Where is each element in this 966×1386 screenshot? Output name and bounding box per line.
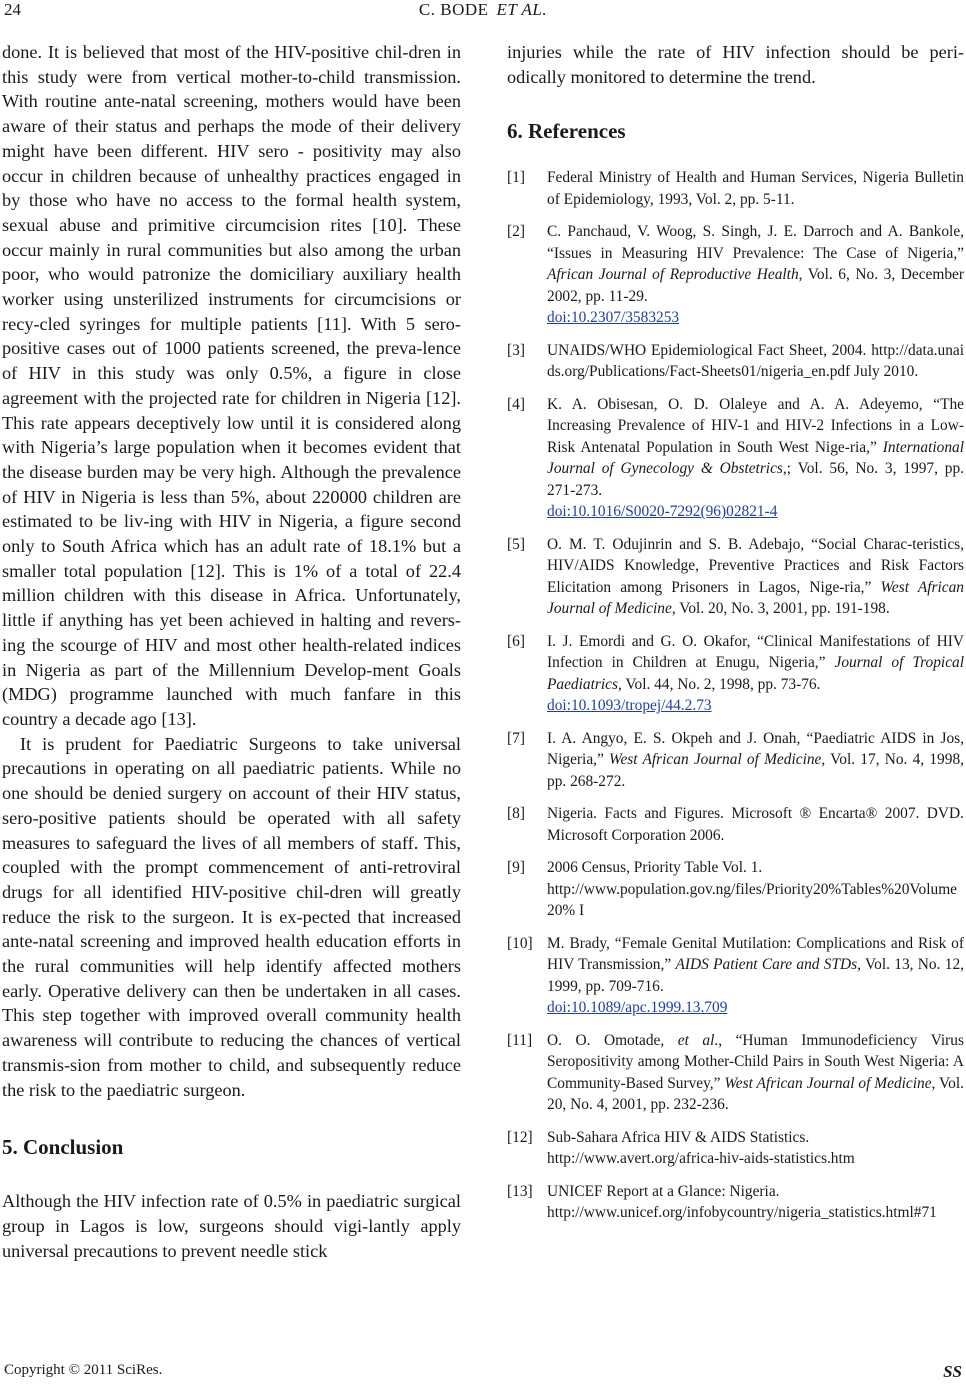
running-head (0, 0, 966, 20)
doi-link[interactable]: doi:10.1093/tropej/44.2.73 (547, 697, 712, 715)
reference-item (507, 1030, 964, 1116)
conclusion-paragraph: Although the HIV infection rate of 0.5% in paediatric surgical group in Lagos is low, surgeons should vigi-lantly apply universal precautions to prevent needle stick (2, 1191, 461, 1261)
reference-number: [8] (507, 805, 525, 823)
reference-url: http://www.population.gov.ng/files/Priority20%Tables%20Volume 20% I (547, 880, 958, 920)
reference-item (507, 803, 964, 846)
reference-item (507, 340, 964, 383)
left-column (2, 40, 461, 1263)
reference-number: [2] (507, 223, 525, 241)
reference-text: Nigeria. Facts and Figures. Microsoft ® Encarta® 2007. DVD. Microsoft Corporation 2006. (547, 805, 964, 844)
reference-text: UNICEF Report at a Glance: Nigeria. http://www.unicef.org/infobycountry/nigeria_statistics.html#71 (547, 1181, 964, 1224)
reference-item (507, 1127, 964, 1170)
reference-text: UNAIDS/WHO Epidemiological Fact Sheet, 2004. http://data.unaids.org/Publications/Fact-Sheets01/nigeria_en.pdf July 2010. (547, 341, 964, 381)
running-head-et-al: ET AL. (496, 0, 548, 19)
conclusion-heading: 5. Conclusion (2, 1135, 124, 1160)
reference-number: [12] (507, 1128, 533, 1146)
reference-text: M. Brady, “Female Genital Mutilation: Complications and Risk of HIV Transmission,” AIDS Patient Care and STDs, Vol. 13, No. 12, 1999, pp. 709-716. doi:10.1089/apc.1999.13.709 (547, 934, 964, 1017)
reference-number: [9] (507, 859, 525, 877)
reference-item (507, 933, 964, 1019)
reference-url: http://www.avert.org/africa-hiv-aids-statistics.htm (547, 1150, 855, 1168)
journal-abbreviation: SS (943, 1362, 962, 1381)
reference-text: O. O. Omotade, et al., “Human Immunodeficiency Virus Seropositivity among Mother-Child Pairs in South West Nigeria: A Community-Based Survey,” West African Journal of Medicine, Vol. 20, No. 4, 2001, pp. 232-236. (547, 1031, 964, 1114)
reference-item (507, 534, 964, 620)
reference-item (507, 728, 964, 793)
reference-number: [4] (507, 395, 525, 413)
reference-number: [3] (507, 341, 525, 359)
reference-number: [1] (507, 169, 525, 187)
reference-number: [10] (507, 934, 533, 952)
reference-item (507, 857, 964, 922)
doi-link[interactable]: doi:10.1016/S0020-7292(96)02821-4 (547, 503, 778, 521)
doi-link[interactable]: doi:10.2307/3583253 (547, 309, 680, 327)
reference-number: [11] (507, 1031, 533, 1049)
reference-item (507, 167, 964, 210)
conclusion-continued: injuries while the rate of HIV infection should be peri-odically monitored to determine the trend. (507, 42, 964, 87)
reference-item (507, 1181, 964, 1224)
reference-url: http://www.unicef.org/infobycountry/nigeria_statistics.html#71 (547, 1204, 937, 1222)
discussion-paragraph-1: done. It is believed that most of the HIV-positive chil-dren in this study were from vertical mother-to-child transmission. With routine ante-natal screening, mothers would have been aware of their status and perhaps the mode of their delivery might have been different. HIV sero - positivity may also occur in children because of unhealthy practices engaged in by those who have no access to the formal health system, sexual abuse and primitive circumcision rites [10]. These occur mainly in rural communities but also among the urban poor, who would patronize the domiciliary auxiliary health worker using unsterilized instruments for circumcisions or recy-cled syringes for multiple patients [11]. With 5 sero-positive cases out of 1000 patients screened, the preva-lence of HIV in this study was only 0.5%, a figure in close agreement with the projected rate for children in Nigeria [12]. This rate appears deceptively low until it is considered along with Nigeria’s large population when it becomes evident that the disease burden may be very high. Although the prevalence of HIV in Nigeria is less than 5%, about 220000 children are estimated to be liv-ing with HIV in Nigeria, a figure second only to South Africa which has an adult rate of 18.1% but a smaller total population [12]. This is 1% of a total of 22.4 million children with this disease in Africa. Unfortunately, little if anything has yet been achieved in halting and revers-ing the scourge of HIV and most other health-related indices in Nigeria as part of the Millennium Develop-ment Goals (MDG) programme launched with much fanfare in this country a decade ago [13]. (2, 42, 461, 729)
page-number: 24 (4, 0, 21, 19)
reference-text: Sub-Sahara Africa HIV & AIDS Statistics. http://www.avert.org/africa-hiv-aids-statistics.htm (547, 1127, 964, 1170)
reference-text: K. A. Obisesan, O. D. Olaleye and A. A. Adeyemo, “The Increasing Prevalence of HIV-1 and HIV-2 Infections in a Low-Risk Antenatal Population in South West Nige-ria,” International Journal of Gynecology & Obstetrics,; Vol. 56, No. 3, 1997, pp. 271-273. doi:10.1016/S0020-7292(96)02821-4 (547, 395, 965, 521)
right-column (507, 40, 964, 1235)
reference-list (507, 167, 964, 1224)
reference-text: I. J. Emordi and G. O. Okafor, “Clinical Manifestations of HIV Infection in Children at Enugu, Nigeria,” Journal of Tropical Paediatrics, Vol. 44, No. 2, 1998, pp. 73-76. doi:10.1093/tropej/44.2.73 (547, 632, 964, 715)
reference-item (507, 631, 964, 717)
discussion-paragraph-2: It is prudent for Paediatric Surgeons to take universal precautions in operating on all paediatric patients. While no one should be denied surgery on account of their HIV status, sero-positive patients should be operated with all safety measures to safeguard the lives of all members of staff. This, coupled with the prompt commencement of anti-retroviral drugs for all identified HIV-positive chil-dren will greatly reduce the risk to the surgeon. It is ex-pected that increased ante-natal screening and improved health education efforts in the rural communities will help identify affected mothers early. Operative delivery can then be undertaken in all cases. This step together with improved overall community health awareness will contribute to reducing the chances of vertical transmis-sion from mother to child, and subsequently reduce the risk to the paediatric surgeon. (2, 733, 461, 1100)
references-heading: 6. References (507, 119, 626, 144)
reference-text: O. M. T. Odujinrin and S. B. Adebajo, “Social Charac-teristics, HIV/AIDS Knowledge, Preventive Practices and Risk Factors Elicitation among Prisoners in Lagos, Nige-ria,” West African Journal of Medicine, Vol. 20, No. 3, 2001, pp. 191-198. (547, 535, 964, 618)
reference-text: C. Panchaud, V. Woog, S. Singh, J. E. Darroch and A. Bankole, “Issues in Measuring HIV Prevalence: The Case of Nigeria,” African Journal of Reproductive Health, Vol. 6, No. 3, December 2002, pp. 11-29. doi:10.2307/3583253 (547, 223, 964, 327)
reference-number: [7] (507, 729, 525, 747)
reference-number: [6] (507, 632, 525, 650)
reference-text: Federal Ministry of Health and Human Services, Nigeria Bulletin of Epidemiology, 1993, Vol. 2, pp. 5-11. (547, 169, 964, 208)
reference-text: 2006 Census, Priority Table Vol. 1. http://www.population.gov.ng/files/Priority20%Tables%20Volume 20% I (547, 857, 964, 922)
reference-number: [13] (507, 1182, 533, 1200)
reference-text: I. A. Angyo, E. S. Okpeh and J. Onah, “Paediatric AIDS in Jos, Nigeria,” West African Journal of Medicine, Vol. 17, No. 4, 1998, pp. 268-272. (547, 729, 964, 790)
doi-link[interactable]: doi:10.1089/apc.1999.13.709 (547, 999, 728, 1017)
copyright-notice: Copyright © 2011 SciRes. (4, 1362, 163, 1378)
reference-number: [5] (507, 535, 525, 553)
reference-item (507, 221, 964, 329)
reference-item (507, 394, 964, 523)
running-head-authors: C. BODE (418, 0, 489, 19)
